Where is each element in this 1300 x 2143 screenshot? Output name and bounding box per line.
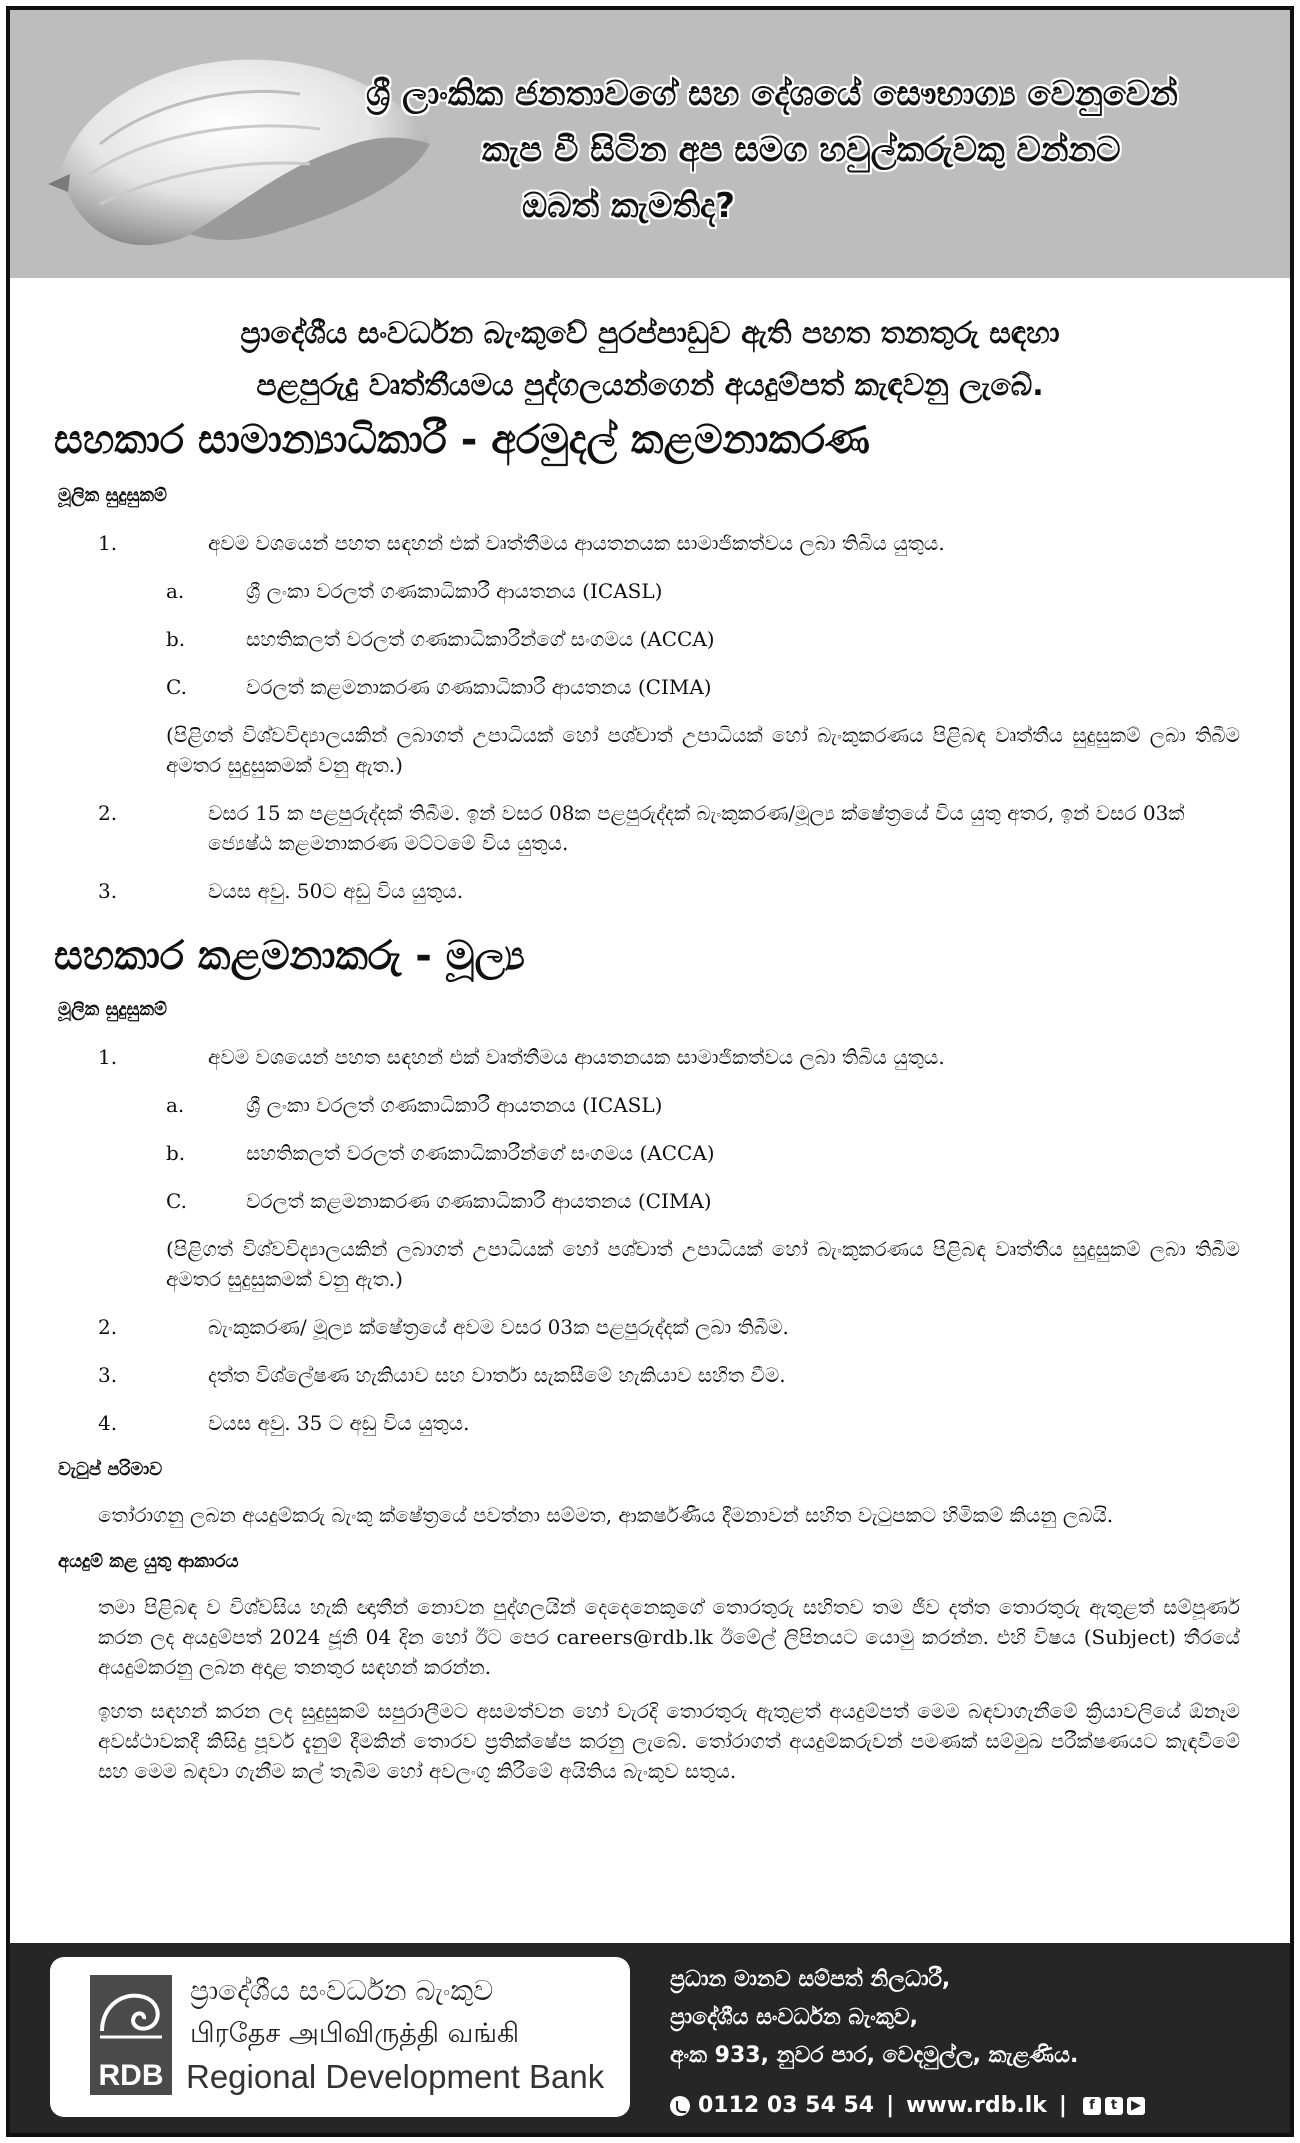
logo-name-sinhala: ප්‍රාදේශීය සංවර්ධන බැංකුව [190, 1974, 494, 2007]
list-text: බැංකුකරණ/ මූල්‍ය ක්ෂේත්‍රයේ අවම වසර 03ක පළපුරුද්දක් ලබා තිබීම. [208, 1315, 789, 1339]
logo-name-english: Regional Development Bank [186, 2058, 605, 2095]
list-text: වයස අවු. 50ට අඩු විය යුතුය. [208, 879, 464, 903]
list-item [10, 1360, 1290, 1390]
list-text: අවම වශයෙන් පහත සඳහන් එක් වෘත්තීමය ආයතනයක සාමාජිකත්වය ලබා තිබිය යුතුය. [208, 1045, 945, 1069]
separator: | [1058, 2093, 1067, 2118]
list-number: 3. [98, 1363, 118, 1387]
list-item [10, 876, 1290, 906]
sub-text: සහතිකලත් වරලත් ගණකාධිකාරීන්ගේ සංගමය (ACCA) [246, 1141, 715, 1165]
list-item [10, 1312, 1290, 1342]
sub-list-item [10, 1090, 1290, 1120]
address-line-3: අංක 933, නුවර පාර, වෙදමුල්ල, කැළණිය. [670, 2043, 1079, 2068]
sub-letter: a. [166, 1093, 185, 1117]
list-number: 2. [98, 1315, 118, 1339]
sub-letter: b. [166, 627, 186, 651]
apply-paragraph-2: ඉහත සඳහන් කරන ලද සුදුසුකම් සපුරාලීමට අසමත්වන හෝ වැරදි තොරතුරු ඇතුළත් අයදුම්පත් මෙම බඳවාගැනීමේ ක්‍රියාවලියේ ඕනෑම අවස්ථාවකදී කිසිදු පූර්ව දැනුම් දීමකින් තොරව ප්‍රතික්ෂේප කරනු ලැබේ. තෝරාගත් අයදුම්කරුවන් පමණක් සම්මුඛ පරීක්ෂණයට කැඳවීමේ සහ මෙම බඳවා ගැනීම කල් තැබීම හෝ අවලංගු කිරීමේ අයිතිය බැංකුව සතුය. [98, 1699, 1240, 1783]
youtube-icon[interactable]: ▶ [1127, 2097, 1145, 2115]
phone-icon [670, 2096, 690, 2116]
contact-bar [670, 2091, 1145, 2121]
list-number: 4. [98, 1411, 118, 1435]
section-label-qualifications: මූලික සුදුසුකම් [58, 485, 167, 506]
additional-qualification-note: (පිළිගත් විශ්වවිද්‍යාලයකින් ලබාගත් උපාධියක් හෝ පශ්චාත් උපාධියක් හෝ බැංකුකරණය පිළිබඳ වෘත්තීය සුදුසුකම් ලබා තිබීම අමතර සුදුසුකමක් වනු ඇත.) [166, 723, 1240, 777]
post-title-agm-fund-management: සහකාර සාමාන්‍යාධිකාරී - අරමුදල් කළමනාකරණ [54, 417, 870, 463]
logo-name-tamil: பிரதேச அபிவிருத்தி வங்கி [190, 2018, 520, 2049]
list-item [10, 798, 1290, 858]
intro-line-1: ප්‍රාදේශීය සංවර්ධන බැංකුවේ පුරප්පාඩුව ඇති පහත තනතුරු සඳහා [240, 316, 1060, 351]
salary-text: තෝරාගනු ලබන අයදුම්කරු බැංකු ක්ෂේත්‍රයේ පවත්නා සම්මත, ආකර්ෂණීය දීමනාවන් සහිත වැටුපකට හිමිකම් කියනු ලබයි. [98, 1503, 1114, 1527]
intro [10, 308, 1290, 412]
post-title-assistant-manager-finance: සහකාර කළමනාකරු - මූල්‍ය [54, 933, 525, 979]
rdb-logo-mark [90, 1975, 172, 2057]
logo-abbreviation: RDB [90, 2057, 172, 2095]
sub-list-item [10, 1138, 1290, 1168]
address-line-2: ප්‍රාදේශීය සංවර්ධන බැංකුව, [670, 2005, 918, 2030]
spiral-icon [90, 1975, 172, 2057]
section-label-qualifications: මූලික සුදුසුකම් [58, 999, 167, 1020]
list-number: 3. [98, 879, 118, 903]
banner-line-1: ශ්‍රී ලාංකික ජනතාවගේ සහ දේශයේ සෞභාග්‍ය වෙනුවෙන් [366, 74, 1178, 114]
section-label-salary: වැටුප් පරිමාව [58, 1459, 163, 1480]
list-text: වයස අවු. 35 ට අඩු විය යුතුය. [208, 1411, 470, 1435]
facebook-icon[interactable]: f [1083, 2097, 1101, 2115]
apply-paragraph-1: තමා පිළිබඳ ව විශ්වසිය හැකි ඥාතීන් නොවන පුද්ගලයින් දෙදෙනෙකුගේ තොරතුරු සහිතව තම ජීව දත්ත තොරතුරු ඇතුළත් සම්පූර්ණ කරන ලද අයදුම්පත් 2024 ජූනි 04 දින හෝ ඊට පෙර careers@rdb.lk ඊමේල් ලිපිනයට යොමු කරන්න. එහි විෂය (Subject) තීරයේ අයදුම්කරනු ලබන අදාළ තනතුර සඳහන් කරන්න. [98, 1595, 1240, 1679]
list-text: අවම වශයෙන් පහත සඳහන් එක් වෘත්තීමය ආයතනයක සාමාජිකත්වය ලබා තිබිය යුතුය. [208, 531, 945, 555]
section-label-how-to-apply: අයදුම් කළ යුතු ආකාරය [58, 1551, 239, 1572]
sub-list-item [10, 1186, 1290, 1216]
list-item [10, 528, 1290, 558]
list-number: 2. [98, 801, 118, 825]
advertisement-frame [6, 6, 1294, 2137]
banner-line-3: ඔබත් කැමතිද? [522, 186, 735, 226]
separator: | [886, 2093, 895, 2118]
list-text: දත්ත විශ්ලේෂණ හැකියාව සහ වාර්තා සැකසීමේ හැකියාව සහිත වීම. [208, 1363, 786, 1387]
banner-line-2: කැප වී සිටින අප සමග හවුල්කරුවකු වන්නට [482, 130, 1121, 170]
sub-list-item [10, 576, 1290, 606]
phone-number[interactable]: 0112 03 54 54 [698, 2093, 875, 2118]
intro-line-2: පළපුරුදු වෘත්තීයමය පුද්ගලයන්ගෙන් අයදුම්පත් කැඳවනු ලැබේ. [256, 368, 1044, 403]
sub-text: ශ්‍රී ලංකා වරලත් ගණකාධිකාරී ආයතනය (ICASL) [246, 1093, 663, 1117]
sub-letter: b. [166, 1141, 186, 1165]
list-item [10, 1408, 1290, 1438]
header-banner [10, 10, 1290, 278]
sub-text: ශ්‍රී ලංකා වරලත් ගණකාධිකාරී ආයතනය (ICASL) [246, 579, 663, 603]
address-line-1: ප්‍රධාන මානව සම්පත් නිලධාරී, [670, 1967, 951, 1992]
sub-letter: C. [166, 675, 187, 699]
list-item [10, 1042, 1290, 1072]
footer [10, 1943, 1290, 2133]
sub-list-item [10, 624, 1290, 654]
list-number: 1. [98, 1045, 118, 1069]
address-block [670, 1961, 1078, 2075]
rdb-logo [50, 1957, 630, 2117]
sub-text: වරලත් කළමනාකරණ ගණකාධිකාරී ආයතනය (CIMA) [246, 675, 712, 699]
sub-text: වරලත් කළමනාකරණ ගණකාධිකාරී ආයතනය (CIMA) [246, 1189, 712, 1213]
sub-letter: C. [166, 1189, 187, 1213]
sub-letter: a. [166, 579, 185, 603]
sub-text: සහතිකලත් වරලත් ගණකාධිකාරීන්ගේ සංගමය (ACCA) [246, 627, 715, 651]
ad-body [10, 278, 1290, 1786]
list-number: 1. [98, 531, 118, 555]
website-link[interactable]: www.rdb.lk [906, 2093, 1047, 2118]
twitter-icon[interactable]: t [1105, 2097, 1123, 2115]
sub-list-item [10, 672, 1290, 702]
additional-qualification-note: (පිළිගත් විශ්වවිද්‍යාලයකින් ලබාගත් උපාධියක් හෝ පශ්චාත් උපාධියක් හෝ බැංකුකරණය පිළිබඳ වෘත්තීය සුදුසුකම් ලබා තිබීම අමතර සුදුසුකමක් වනු ඇත.) [166, 1237, 1240, 1291]
list-text: වසර 15 ක පළපුරුද්දක් තිබීම. ඉන් වසර 08ක පළපුරුද්දක් බැංකුකරණ/මූල්‍ය ක්ෂේත්‍රයේ විය යුතු අතර, ඉන් වසර 03ක් ජ්‍යෙෂ්ඨ කළමනාකරණ මට්ටමේ විය යුතුය. [208, 801, 1185, 855]
